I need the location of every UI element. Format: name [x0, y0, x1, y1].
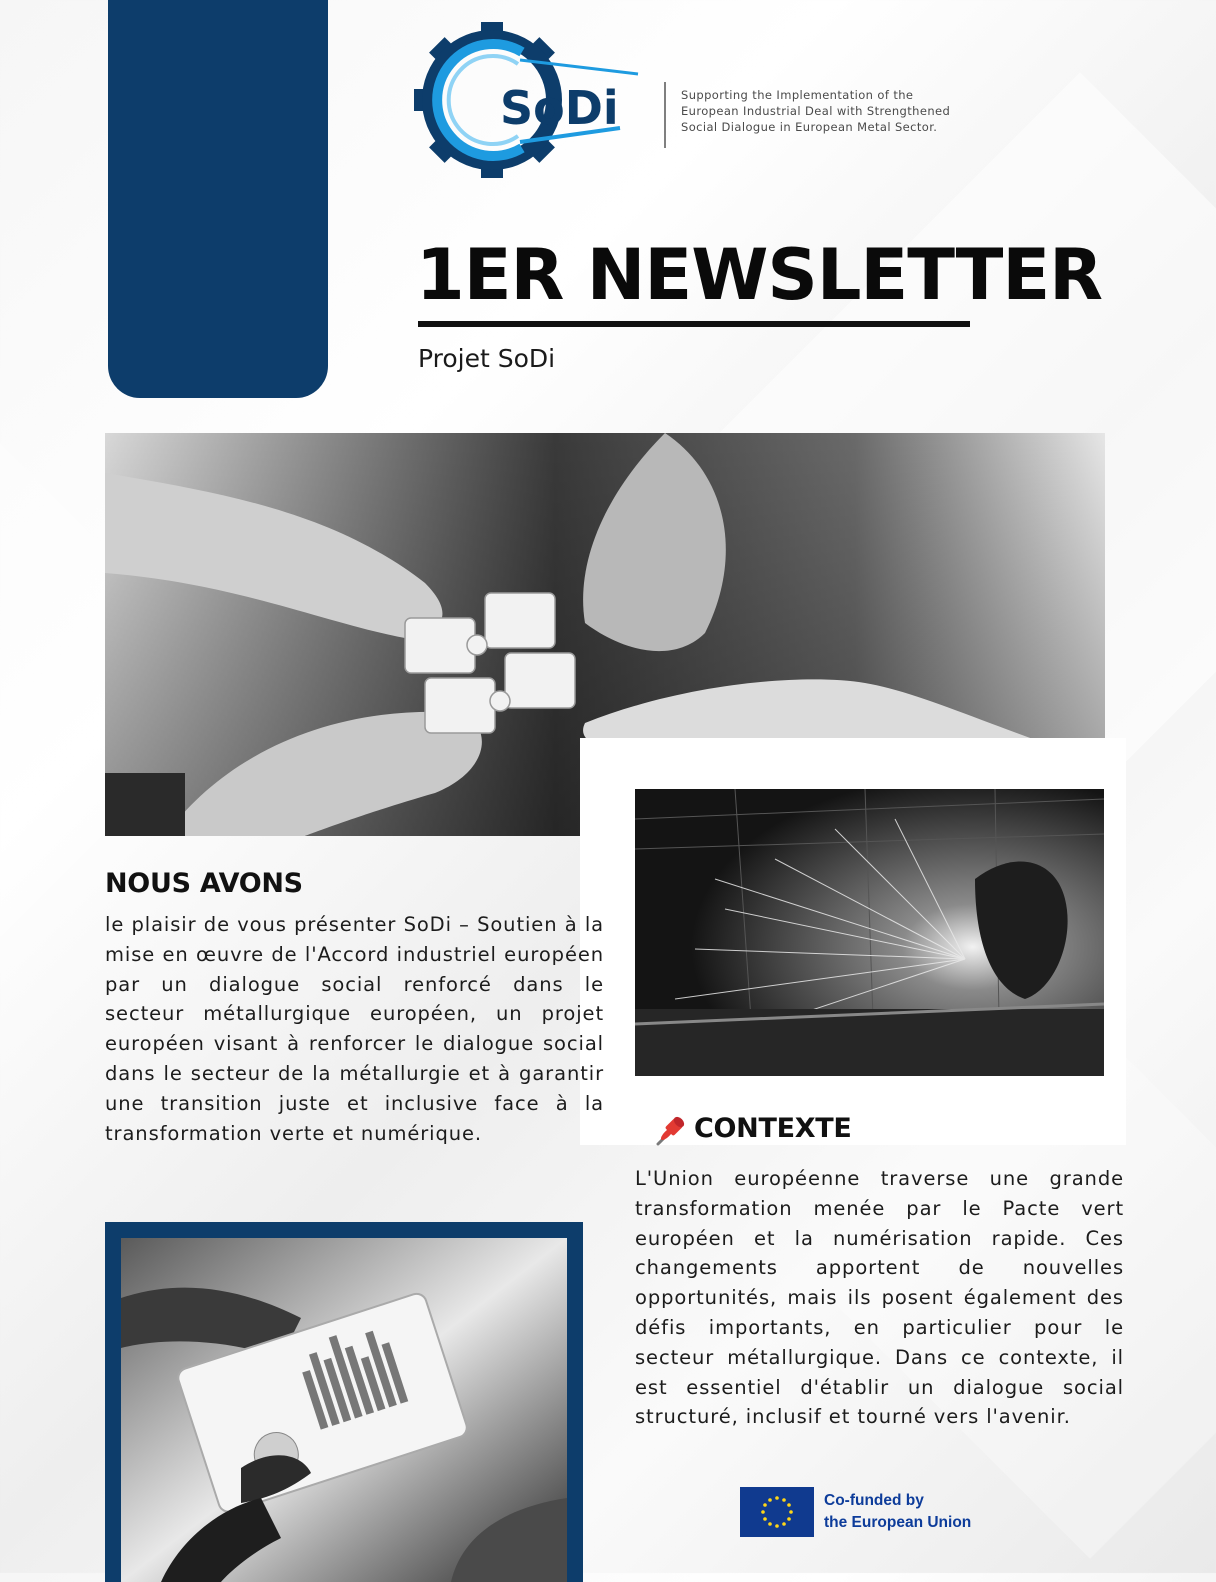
header-accent-bar [108, 0, 328, 398]
sodi-logo [410, 20, 670, 180]
logo-wordmark: SoDi [500, 81, 619, 135]
section-body-nous-avons: le plaisir de vous présenter SoDi – Soutien à la mise en œuvre de l'Accord industriel européen par un dialogue social renforcé dans le secteur métallurgique européen, un projet européen visant à renforcer le dialogue social dans le secteur de la métallurgie et à garantir une transition juste et inclusive face à la transformation verte et numérique. [105, 913, 604, 1145]
section-heading-nous-avons: NOUS AVONS [105, 868, 303, 899]
title-underline [418, 321, 970, 327]
photo-tablet-analytics [121, 1238, 567, 1582]
pushpin-icon [654, 1114, 688, 1148]
eu-line-2: the European Union [824, 1514, 972, 1531]
eu-flag-icon [740, 1487, 814, 1537]
tagline-line: European Industrial Deal with Strengthened [681, 104, 951, 118]
photo-welding-sparks [635, 789, 1104, 1076]
page-subtitle: Projet SoDi [418, 344, 556, 373]
project-tagline [681, 87, 1021, 135]
eu-cofunded-text [824, 1490, 1024, 1534]
tagline-line: Supporting the Implementation of the [681, 88, 914, 102]
section-body-contexte: L'Union européenne traverse une grande transformation menée par le Pacte vert européen et la numérisation rapide. Ces changements apportent de nouvelles opportunités, mais ils posent également des défis importants, en particulier pour le secteur métallurgique. Dans ce contexte, il est essentiel d'établir un dialogue social structuré, inclusif et tourné vers l'avenir. [635, 1167, 1124, 1429]
section-heading-contexte: CONTEXTE [694, 1113, 852, 1144]
tagline-line: Social Dialogue in European Metal Sector. [681, 120, 938, 134]
page-title: 1ER NEWSLETTER [416, 234, 1103, 316]
eu-line-1: Co-funded by [824, 1492, 924, 1509]
